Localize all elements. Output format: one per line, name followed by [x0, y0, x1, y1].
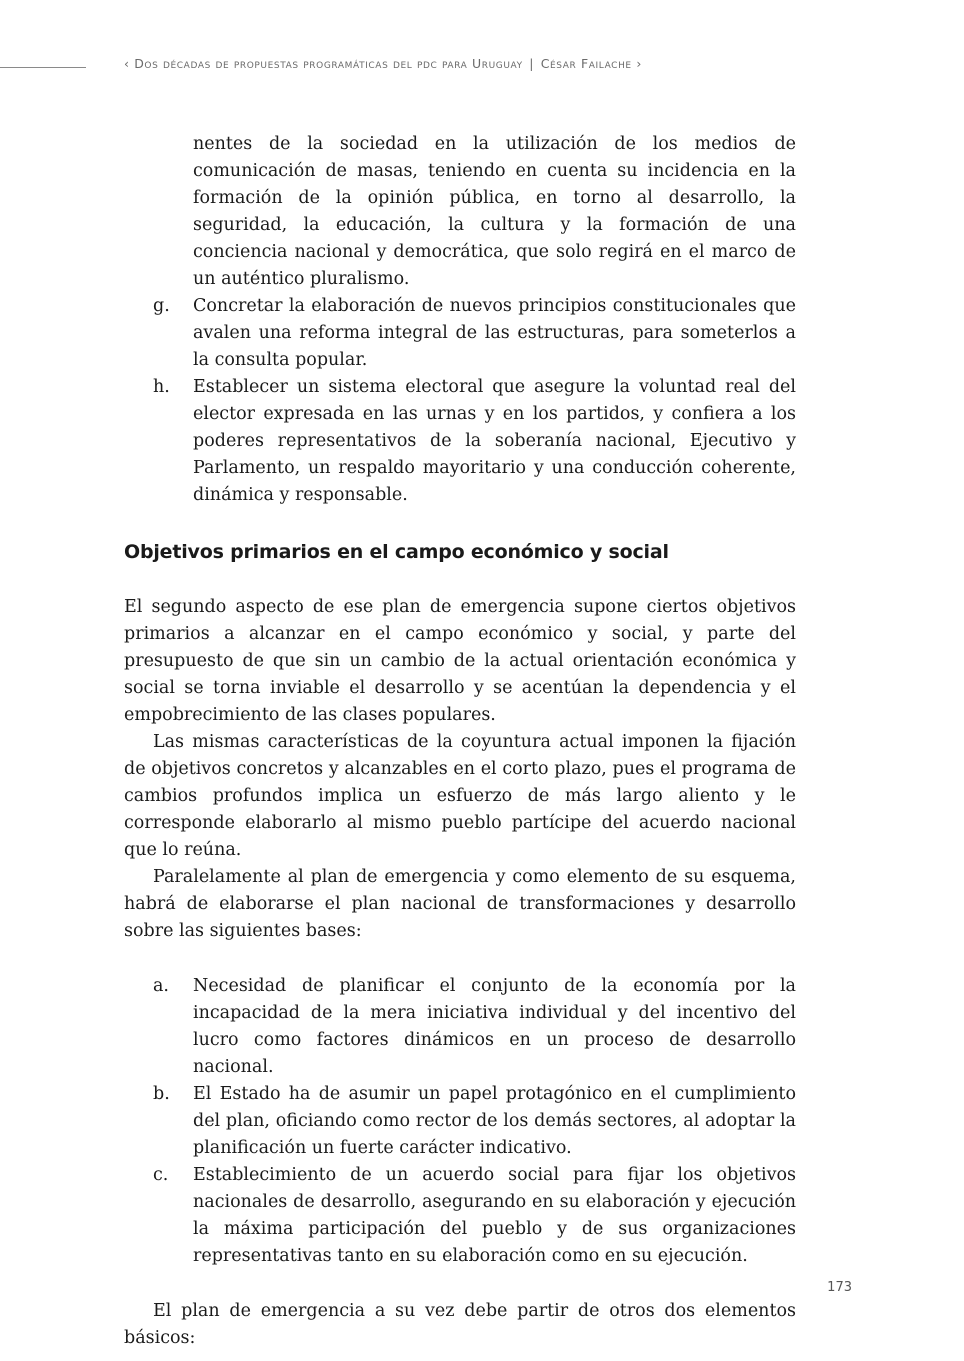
header-book-title: Dos décadas de propuestas programáticas del pdc para Uruguay — [134, 56, 523, 71]
header-rule — [0, 67, 86, 68]
list-item-continuation — [124, 131, 796, 293]
header-chevron-right: › — [636, 56, 642, 71]
list-marker: a. — [153, 976, 169, 996]
header-separator: | — [529, 56, 535, 71]
list-item-c — [124, 1162, 796, 1270]
list-item-text: Concretar la elaboración de nuevos principios constitucionales que avalen una reforma integral de las estructuras, para someterlos a la consulta popular. — [193, 296, 796, 370]
list-item-h — [124, 374, 796, 509]
spacer — [124, 1270, 796, 1298]
list-marker: g. — [153, 296, 170, 316]
spacer — [124, 945, 796, 973]
page-body — [124, 131, 796, 1352]
page-number: 173 — [827, 1280, 852, 1295]
body-paragraph: El segundo aspecto de ese plan de emergencia supone ciertos objetivos primarios a alcanzar en el campo económico y social, y parte del presupuesto de que sin un cambio de la actual orientación económica y social se torna inviable el desarrollo y se acentúan la dependencia y el empobrecimiento de las clases populares. — [124, 597, 796, 725]
list-item-text: Establecimiento de un acuerdo social para fijar los objetivos nacionales de desarrollo, asegurando en su elaboración y ejecución la máxima participación del pueblo y de sus organizaciones representativas tanto en su elaboración como en su ejecución. — [193, 1165, 796, 1266]
list-item-text: Establecer un sistema electoral que asegure la voluntad real del elector expresada en las urnas y en los partidos, y confiera a los poderes representativos de la soberanía nacional, Ejecutivo y Parlamento, un respaldo mayoritario y una conducción coherente, dinámica y responsable. — [193, 377, 796, 505]
section-heading: Objetivos primarios en el campo económico y social — [124, 541, 669, 563]
list-marker: b. — [153, 1084, 170, 1104]
closing-paragraph: El plan de emergencia a su vez debe partir de otros dos elementos básicos: — [124, 1301, 796, 1348]
running-header — [124, 56, 642, 71]
body-paragraph: Las mismas características de la coyuntura actual imponen la fijación de objetivos concretos y alcanzables en el corto plazo, pues el programa de cambios profundos implica un esfuerzo de más largo aliento y le corresponde elaborarlo al mismo pueblo partícipe del acuerdo nacional que lo reúna. — [124, 732, 796, 860]
list-item-g — [124, 293, 796, 374]
list-item-text: nentes de la sociedad en la utilización de los medios de comunicación de masas, teniendo en cuenta su incidencia en la formación de la opinión pública, en torno al desarrollo, la seguridad, la educación, la cultura y la formación de una conciencia nacional y democrática, que solo regirá en el marco de un auténtico pluralismo. — [193, 134, 796, 289]
header-author: César Failache — [540, 56, 632, 71]
list-item-a — [124, 973, 796, 1081]
list-marker: c. — [153, 1165, 169, 1185]
list-item-text: El Estado ha de asumir un papel protagónico en el cumplimiento del plan, oficiando como rector de los demás sectores, al adoptar la planificación un fuerte carácter indicativo. — [193, 1084, 796, 1158]
list-item-b — [124, 1081, 796, 1162]
list-item-text: Necesidad de planificar el conjunto de la economía por la incapacidad de la mera iniciativa individual y del incentivo del lucro como factores dinámicos en un proceso de desarrollo nacional. — [193, 976, 796, 1077]
header-chevron-left: ‹ — [124, 56, 130, 71]
list-marker: h. — [153, 377, 170, 397]
body-paragraph: Paralelamente al plan de emergencia y como elemento de su esquema, habrá de elaborarse el plan nacional de transformaciones y desarrollo sobre las siguientes bases: — [124, 867, 796, 941]
